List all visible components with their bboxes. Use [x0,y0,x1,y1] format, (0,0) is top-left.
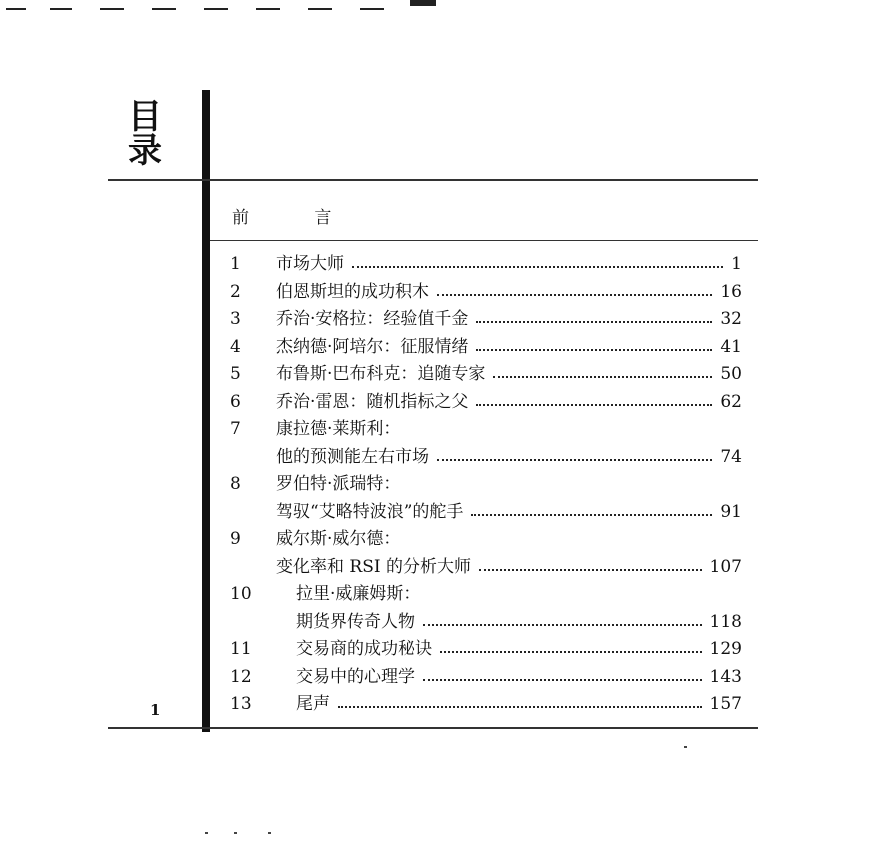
chapter-title: 布鲁斯·巴布科克：追随专家 [276,364,486,384]
dot-leader [440,651,702,653]
toc-entry [276,279,742,307]
scan-artifact [205,832,208,834]
toc-row [230,499,742,527]
scan-artifact [6,8,26,10]
dot-leader [493,376,712,378]
chapter-page: 143 [709,666,742,687]
chapter-title: 威尔斯·威尔德： [276,529,401,549]
chapter-page: 107 [709,556,742,577]
dot-leader [352,266,723,268]
chapter-number: 8 [230,474,241,494]
page-number: 1 [150,701,161,719]
chapter-number: 4 [230,336,241,357]
toc-row [230,554,742,582]
dot-leader [423,624,702,626]
chapter-number: 6 [230,391,241,412]
toc-entry [296,609,742,637]
toc-row [230,526,742,554]
chapter-title: 交易商的成功秘诀 [296,639,432,659]
toc-row [230,416,742,444]
chapter-title: 伯恩斯坦的成功积木 [276,281,429,302]
chapter-title: 尾声 [296,694,330,714]
chapter-title: 驾驭“艾略特波浪”的舵手 [276,501,464,522]
dot-leader [476,349,712,351]
toc-row [230,636,742,664]
toc-row [230,664,742,692]
scan-artifact [234,832,237,834]
scan-artifact [684,746,687,748]
toc-row [230,306,742,334]
dot-leader [476,404,712,406]
scan-artifact [50,8,72,10]
chapter-page: 41 [720,336,742,357]
chapter-number: 1 [230,254,241,274]
toc-row [230,471,742,499]
title-char: 录 [128,131,162,171]
toc-row [230,251,742,279]
chapter-page: 32 [720,309,742,329]
toc-entry [276,334,742,362]
toc-entry [296,691,742,719]
preface-heading: 前 言 [232,208,362,228]
chapter-number: 13 [230,694,252,714]
dot-leader [437,294,712,296]
chapter-number: 10 [230,584,252,604]
toc-entry [276,416,742,444]
chapter-title: 罗伯特·派瑞特： [276,474,401,494]
toc-row [230,581,742,609]
chapter-number: 7 [230,419,241,439]
dot-leader [423,679,702,681]
chapter-title: 市场大师 [276,254,344,274]
chapter-page: 118 [709,611,742,632]
title-char: 目 [128,97,162,137]
scan-artifact [308,8,332,10]
scan-artifact [100,8,124,10]
chapter-title: 杰纳德·阿培尔：征服情绪 [276,336,469,357]
chapter-title: 他的预测能左右市场 [276,446,429,467]
dot-leader [338,706,702,708]
scan-artifact [268,832,271,834]
toc-entry [276,554,742,582]
toc-entry [276,306,742,334]
table-of-contents [230,251,742,719]
toc-row [230,691,742,719]
bottom-rule [108,727,758,729]
chapter-page: 129 [709,639,742,659]
toc-row [230,334,742,362]
chapter-title: 变化率和 RSI 的分析大师 [276,556,471,577]
chapter-page: 1 [731,254,742,274]
chapter-number: 9 [230,529,241,549]
scan-artifact [152,8,176,10]
chapter-page: 91 [720,501,742,522]
chapter-page: 157 [709,694,742,714]
toc-entry [296,664,742,692]
chapter-page: 50 [720,364,742,384]
chapter-title: 交易中的心理学 [296,666,415,687]
chapter-number: 5 [230,364,241,384]
chapter-page: 74 [720,446,742,467]
toc-entry [296,636,742,664]
toc-row [230,389,742,417]
page-title [128,97,188,171]
chapter-title: 期货界传奇人物 [296,611,415,632]
scan-artifact [256,8,280,10]
dot-leader [479,569,702,571]
dot-leader [437,459,712,461]
toc-row [230,279,742,307]
chapter-number: 11 [230,639,252,659]
toc-entry [276,251,742,279]
toc-row [230,609,742,637]
chapter-number: 2 [230,281,241,302]
vertical-rule [202,90,210,732]
toc-entry [276,499,742,527]
preface-rule [210,240,758,241]
top-rule [108,179,758,181]
chapter-title: 拉里·威廉姆斯： [296,584,421,604]
chapter-page: 62 [720,391,742,412]
dot-leader [471,514,712,516]
toc-entry [276,444,742,472]
scan-artifact [360,8,384,10]
chapter-title: 乔治·雷恩：随机指标之父 [276,391,469,412]
toc-entry [276,471,742,499]
toc-entry [296,581,742,609]
dot-leader [476,321,712,323]
toc-entry [276,526,742,554]
toc-entry [276,361,742,389]
toc-entry [276,389,742,417]
toc-row [230,444,742,472]
scan-artifact [410,0,436,6]
scan-artifact [204,8,228,10]
chapter-title: 乔治·安格拉：经验值千金 [276,309,469,329]
chapter-number: 12 [230,666,252,687]
chapter-number: 3 [230,309,241,329]
chapter-page: 16 [720,281,742,302]
toc-row [230,361,742,389]
chapter-title: 康拉德·莱斯利： [276,419,401,439]
